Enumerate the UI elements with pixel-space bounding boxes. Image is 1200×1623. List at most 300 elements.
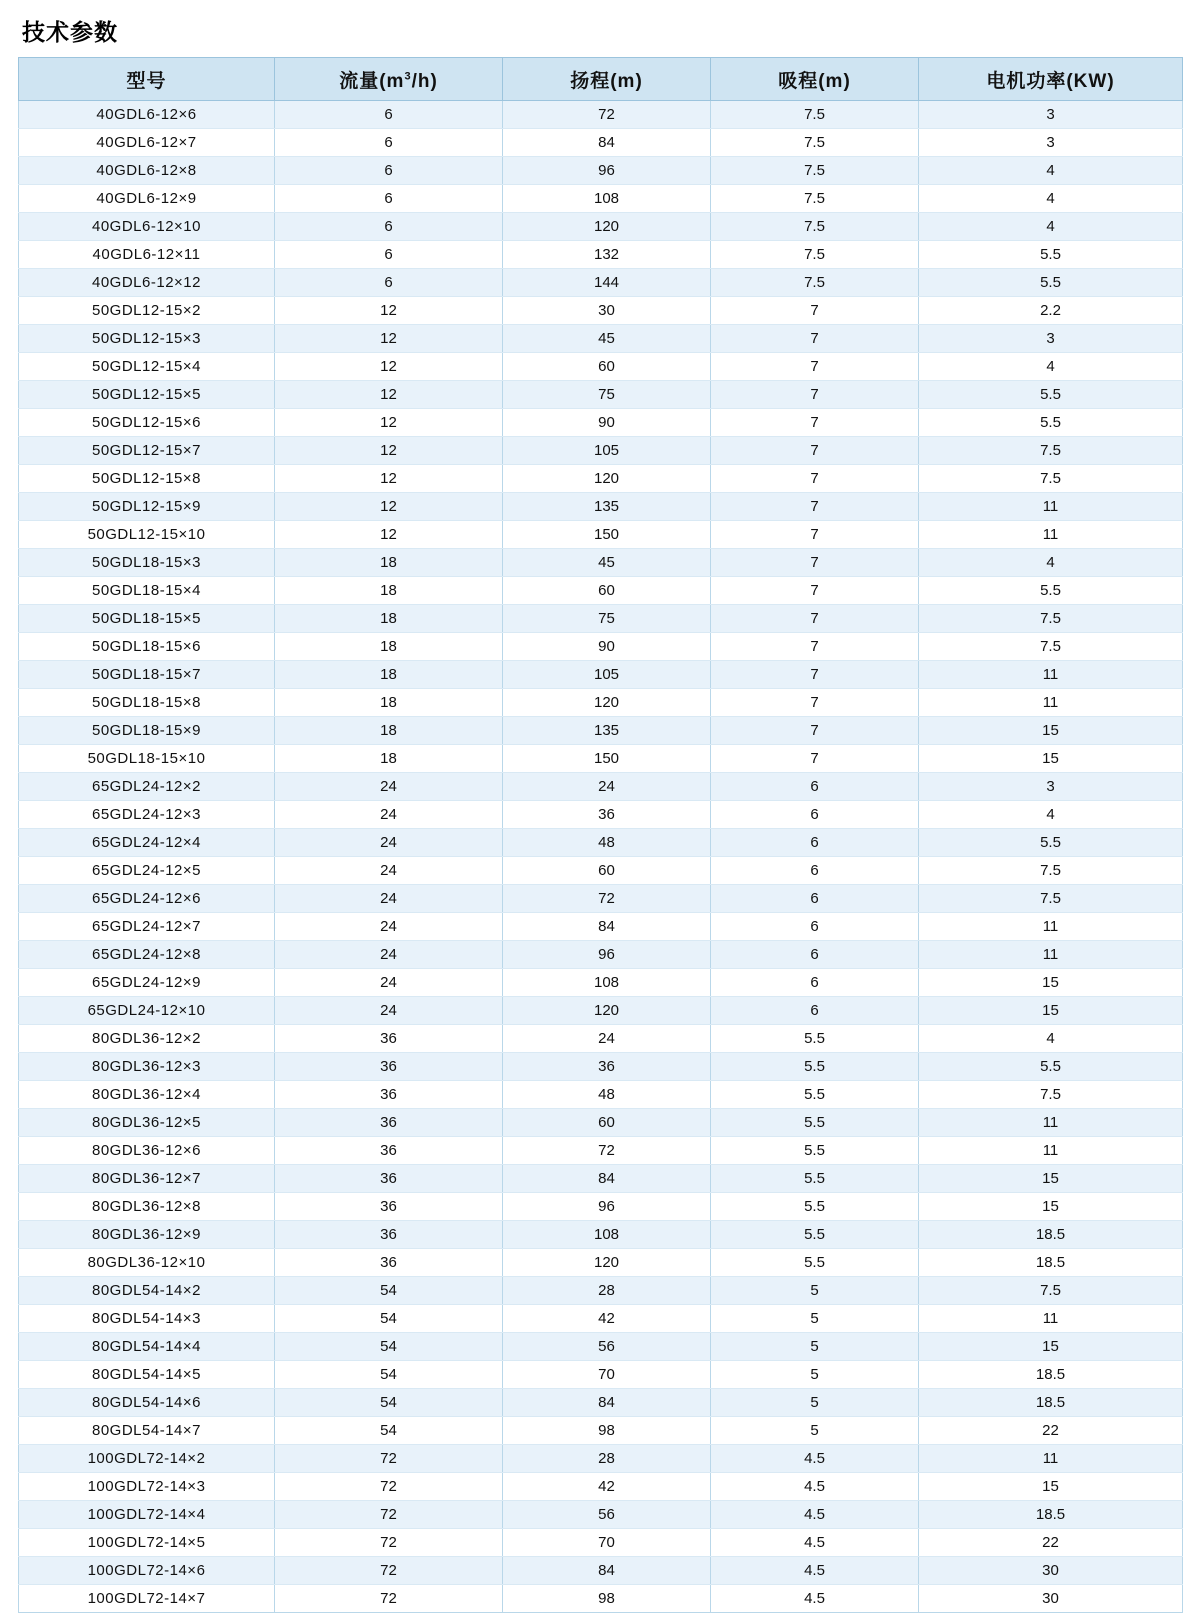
cell-suction: 6 (711, 885, 919, 913)
cell-model: 80GDL36-12×2 (19, 1025, 275, 1053)
table-body (19, 101, 1183, 1613)
cell-suction: 7 (711, 409, 919, 437)
cell-power: 30 (919, 1557, 1183, 1585)
cell-suction: 7 (711, 381, 919, 409)
cell-power: 5.5 (919, 381, 1183, 409)
cell-power: 11 (919, 493, 1183, 521)
cell-head: 96 (503, 1193, 711, 1221)
cell-suction: 5.5 (711, 1137, 919, 1165)
cell-flow: 18 (275, 717, 503, 745)
page-title: 技术参数 (22, 19, 118, 45)
cell-suction: 7 (711, 297, 919, 325)
cell-suction: 5 (711, 1277, 919, 1305)
cell-flow: 36 (275, 1053, 503, 1081)
cell-head: 144 (503, 269, 711, 297)
cell-model: 50GDL12-15×9 (19, 493, 275, 521)
cell-head: 48 (503, 829, 711, 857)
cell-power: 4 (919, 1025, 1183, 1053)
cell-flow: 12 (275, 325, 503, 353)
table-row (19, 1137, 1183, 1165)
cell-head: 120 (503, 997, 711, 1025)
table-row (19, 1249, 1183, 1277)
cell-model: 80GDL54-14×7 (19, 1417, 275, 1445)
table-row (19, 241, 1183, 269)
cell-power: 11 (919, 1305, 1183, 1333)
table-row (19, 1025, 1183, 1053)
cell-power: 4 (919, 185, 1183, 213)
cell-model: 50GDL18-15×8 (19, 689, 275, 717)
cell-head: 60 (503, 1109, 711, 1137)
cell-suction: 7 (711, 661, 919, 689)
cell-head: 108 (503, 1221, 711, 1249)
cell-flow: 24 (275, 801, 503, 829)
cell-power: 15 (919, 997, 1183, 1025)
cell-power: 7.5 (919, 1081, 1183, 1109)
table-row (19, 353, 1183, 381)
cell-suction: 5 (711, 1417, 919, 1445)
cell-model: 50GDL12-15×6 (19, 409, 275, 437)
table-header-row (19, 58, 1183, 101)
cell-head: 135 (503, 493, 711, 521)
cell-power: 15 (919, 745, 1183, 773)
cell-power: 11 (919, 1109, 1183, 1137)
cell-model: 50GDL18-15×6 (19, 633, 275, 661)
cell-head: 36 (503, 1053, 711, 1081)
cell-head: 120 (503, 213, 711, 241)
cell-power: 2.2 (919, 297, 1183, 325)
cell-head: 84 (503, 129, 711, 157)
cell-flow: 36 (275, 1137, 503, 1165)
table-row (19, 1277, 1183, 1305)
cell-power: 3 (919, 101, 1183, 129)
cell-flow: 18 (275, 689, 503, 717)
cell-flow: 36 (275, 1081, 503, 1109)
cell-suction: 5.5 (711, 1053, 919, 1081)
cell-flow: 12 (275, 297, 503, 325)
table-row (19, 829, 1183, 857)
cell-power: 11 (919, 913, 1183, 941)
table-row (19, 1165, 1183, 1193)
table-row (19, 773, 1183, 801)
cell-power: 5.5 (919, 269, 1183, 297)
cell-suction: 5.5 (711, 1081, 919, 1109)
cell-flow: 18 (275, 577, 503, 605)
cell-suction: 6 (711, 969, 919, 997)
cell-power: 7.5 (919, 465, 1183, 493)
cell-flow: 18 (275, 661, 503, 689)
cell-power: 4 (919, 353, 1183, 381)
cell-head: 56 (503, 1333, 711, 1361)
cell-flow: 36 (275, 1109, 503, 1137)
cell-power: 22 (919, 1529, 1183, 1557)
cell-flow: 18 (275, 745, 503, 773)
technical-parameters-table (18, 57, 1183, 1613)
cell-flow: 24 (275, 941, 503, 969)
cell-suction: 6 (711, 801, 919, 829)
cell-suction: 5.5 (711, 1249, 919, 1277)
cell-head: 42 (503, 1473, 711, 1501)
cell-suction: 7.5 (711, 213, 919, 241)
cell-power: 15 (919, 969, 1183, 997)
cell-suction: 6 (711, 857, 919, 885)
cell-flow: 54 (275, 1277, 503, 1305)
cell-model: 40GDL6-12×11 (19, 241, 275, 269)
cell-power: 18.5 (919, 1389, 1183, 1417)
cell-suction: 7 (711, 325, 919, 353)
cell-power: 5.5 (919, 409, 1183, 437)
cell-flow: 12 (275, 437, 503, 465)
cell-model: 80GDL54-14×4 (19, 1333, 275, 1361)
flow-label-tail: /h) (411, 70, 438, 92)
cell-head: 108 (503, 969, 711, 997)
table-row (19, 885, 1183, 913)
cell-head: 84 (503, 913, 711, 941)
cell-power: 7.5 (919, 605, 1183, 633)
table-row (19, 409, 1183, 437)
cell-power: 3 (919, 325, 1183, 353)
cell-power: 18.5 (919, 1361, 1183, 1389)
cell-model: 50GDL12-15×4 (19, 353, 275, 381)
table-row (19, 437, 1183, 465)
cell-suction: 6 (711, 773, 919, 801)
cell-model: 100GDL72-14×3 (19, 1473, 275, 1501)
cell-model: 50GDL12-15×7 (19, 437, 275, 465)
table-row (19, 1585, 1183, 1613)
cell-head: 48 (503, 1081, 711, 1109)
table-row (19, 185, 1183, 213)
cell-head: 72 (503, 1137, 711, 1165)
cell-model: 80GDL54-14×5 (19, 1361, 275, 1389)
cell-head: 72 (503, 101, 711, 129)
cell-suction: 5.5 (711, 1165, 919, 1193)
table-row (19, 1109, 1183, 1137)
cell-head: 150 (503, 745, 711, 773)
cell-flow: 24 (275, 773, 503, 801)
cell-suction: 4.5 (711, 1585, 919, 1613)
cell-power: 15 (919, 1333, 1183, 1361)
cell-flow: 24 (275, 913, 503, 941)
cell-suction: 5 (711, 1389, 919, 1417)
table-row (19, 689, 1183, 717)
cell-head: 108 (503, 185, 711, 213)
cell-suction: 7 (711, 465, 919, 493)
cell-flow: 36 (275, 1165, 503, 1193)
cell-suction: 7 (711, 605, 919, 633)
cell-suction: 7 (711, 353, 919, 381)
cell-flow: 54 (275, 1361, 503, 1389)
cell-head: 24 (503, 773, 711, 801)
cell-flow: 6 (275, 269, 503, 297)
table-row (19, 213, 1183, 241)
cell-head: 132 (503, 241, 711, 269)
cell-flow: 6 (275, 157, 503, 185)
cell-model: 80GDL36-12×3 (19, 1053, 275, 1081)
table-row (19, 745, 1183, 773)
cell-suction: 5.5 (711, 1193, 919, 1221)
table-row (19, 1361, 1183, 1389)
cell-flow: 72 (275, 1445, 503, 1473)
cell-model: 80GDL36-12×4 (19, 1081, 275, 1109)
cell-model: 65GDL24-12×6 (19, 885, 275, 913)
cell-head: 70 (503, 1529, 711, 1557)
cell-head: 120 (503, 1249, 711, 1277)
cell-flow: 18 (275, 633, 503, 661)
cell-suction: 4.5 (711, 1557, 919, 1585)
cell-power: 7.5 (919, 437, 1183, 465)
cell-flow: 36 (275, 1025, 503, 1053)
cell-suction: 4.5 (711, 1445, 919, 1473)
cell-model: 40GDL6-12×10 (19, 213, 275, 241)
table-row (19, 549, 1183, 577)
cell-power: 15 (919, 1193, 1183, 1221)
cell-power: 7.5 (919, 1277, 1183, 1305)
cell-head: 75 (503, 381, 711, 409)
cell-head: 45 (503, 549, 711, 577)
table-row (19, 1081, 1183, 1109)
cell-model: 40GDL6-12×7 (19, 129, 275, 157)
table-row (19, 1053, 1183, 1081)
cell-head: 105 (503, 661, 711, 689)
table-row (19, 1389, 1183, 1417)
cell-power: 18.5 (919, 1501, 1183, 1529)
cell-suction: 7 (711, 633, 919, 661)
cell-model: 50GDL18-15×7 (19, 661, 275, 689)
cell-model: 65GDL24-12×4 (19, 829, 275, 857)
cell-suction: 7.5 (711, 157, 919, 185)
cell-flow: 36 (275, 1249, 503, 1277)
cell-power: 15 (919, 1473, 1183, 1501)
cell-model: 80GDL36-12×8 (19, 1193, 275, 1221)
cell-model: 40GDL6-12×9 (19, 185, 275, 213)
cell-head: 98 (503, 1417, 711, 1445)
table-row (19, 129, 1183, 157)
cell-flow: 12 (275, 381, 503, 409)
cell-power: 5.5 (919, 241, 1183, 269)
table-row (19, 157, 1183, 185)
cell-head: 28 (503, 1277, 711, 1305)
cell-head: 42 (503, 1305, 711, 1333)
cell-model: 100GDL72-14×7 (19, 1585, 275, 1613)
table-row (19, 1193, 1183, 1221)
cell-power: 3 (919, 773, 1183, 801)
table-row (19, 521, 1183, 549)
cell-flow: 24 (275, 969, 503, 997)
table-row (19, 605, 1183, 633)
cell-model: 65GDL24-12×5 (19, 857, 275, 885)
cell-head: 60 (503, 353, 711, 381)
cell-flow: 54 (275, 1417, 503, 1445)
cell-head: 120 (503, 465, 711, 493)
cell-power: 15 (919, 717, 1183, 745)
table-row (19, 325, 1183, 353)
cell-flow: 12 (275, 521, 503, 549)
cell-head: 28 (503, 1445, 711, 1473)
column-header-power: 电机功率(KW) (919, 58, 1183, 101)
cell-suction: 7 (711, 577, 919, 605)
table-row (19, 913, 1183, 941)
cell-suction: 6 (711, 997, 919, 1025)
cell-model: 40GDL6-12×8 (19, 157, 275, 185)
cell-model: 80GDL36-12×6 (19, 1137, 275, 1165)
cell-flow: 36 (275, 1193, 503, 1221)
table-header (19, 58, 1183, 101)
cell-power: 5.5 (919, 577, 1183, 605)
cell-power: 3 (919, 129, 1183, 157)
table-row (19, 717, 1183, 745)
table-row (19, 297, 1183, 325)
cell-power: 11 (919, 1445, 1183, 1473)
column-header-model: 型号 (19, 58, 275, 101)
cell-suction: 7.5 (711, 241, 919, 269)
cell-flow: 12 (275, 353, 503, 381)
cell-power: 11 (919, 689, 1183, 717)
cell-head: 75 (503, 605, 711, 633)
cell-model: 50GDL18-15×9 (19, 717, 275, 745)
column-header-suction: 吸程(m) (711, 58, 919, 101)
cell-model: 100GDL72-14×5 (19, 1529, 275, 1557)
cell-flow: 18 (275, 605, 503, 633)
cell-flow: 72 (275, 1557, 503, 1585)
table-row (19, 661, 1183, 689)
cell-flow: 72 (275, 1585, 503, 1613)
cell-suction: 5 (711, 1361, 919, 1389)
cell-suction: 7 (711, 745, 919, 773)
cell-suction: 5.5 (711, 1221, 919, 1249)
cell-head: 150 (503, 521, 711, 549)
cell-model: 100GDL72-14×2 (19, 1445, 275, 1473)
cell-suction: 7.5 (711, 129, 919, 157)
cell-power: 4 (919, 801, 1183, 829)
cell-power: 11 (919, 661, 1183, 689)
table-row (19, 101, 1183, 129)
flow-label-base: 流量(m (339, 70, 405, 92)
cell-suction: 7 (711, 521, 919, 549)
cell-model: 65GDL24-12×10 (19, 997, 275, 1025)
cell-head: 105 (503, 437, 711, 465)
cell-head: 24 (503, 1025, 711, 1053)
cell-model: 65GDL24-12×2 (19, 773, 275, 801)
cell-flow: 24 (275, 997, 503, 1025)
table-row (19, 1501, 1183, 1529)
cell-model: 80GDL54-14×2 (19, 1277, 275, 1305)
cell-head: 84 (503, 1165, 711, 1193)
cell-suction: 7.5 (711, 185, 919, 213)
cell-flow: 72 (275, 1473, 503, 1501)
cell-power: 7.5 (919, 633, 1183, 661)
cell-power: 11 (919, 521, 1183, 549)
cell-head: 45 (503, 325, 711, 353)
cell-suction: 5.5 (711, 1025, 919, 1053)
cell-suction: 4.5 (711, 1529, 919, 1557)
table-row (19, 857, 1183, 885)
cell-flow: 6 (275, 241, 503, 269)
table-row (19, 1473, 1183, 1501)
cell-power: 11 (919, 941, 1183, 969)
cell-model: 50GDL18-15×3 (19, 549, 275, 577)
column-header-head: 扬程(m) (503, 58, 711, 101)
cell-model: 50GDL12-15×5 (19, 381, 275, 409)
cell-power: 7.5 (919, 857, 1183, 885)
cell-suction: 7 (711, 549, 919, 577)
cell-head: 36 (503, 801, 711, 829)
table-row (19, 969, 1183, 997)
cell-flow: 24 (275, 857, 503, 885)
cell-flow: 54 (275, 1305, 503, 1333)
cell-power: 18.5 (919, 1221, 1183, 1249)
cell-model: 40GDL6-12×6 (19, 101, 275, 129)
cell-suction: 7 (711, 689, 919, 717)
cell-head: 70 (503, 1361, 711, 1389)
cell-flow: 24 (275, 885, 503, 913)
cell-flow: 54 (275, 1333, 503, 1361)
table-row (19, 1417, 1183, 1445)
cell-head: 60 (503, 577, 711, 605)
cell-head: 90 (503, 409, 711, 437)
cell-model: 50GDL12-15×8 (19, 465, 275, 493)
cell-suction: 7 (711, 717, 919, 745)
cell-model: 80GDL36-12×5 (19, 1109, 275, 1137)
table-row (19, 577, 1183, 605)
cell-suction: 5 (711, 1305, 919, 1333)
table-row (19, 493, 1183, 521)
cell-power: 4 (919, 549, 1183, 577)
cell-power: 22 (919, 1417, 1183, 1445)
cell-model: 80GDL54-14×6 (19, 1389, 275, 1417)
cell-model: 65GDL24-12×3 (19, 801, 275, 829)
cell-model: 65GDL24-12×8 (19, 941, 275, 969)
cell-model: 50GDL12-15×10 (19, 521, 275, 549)
table-row (19, 381, 1183, 409)
cell-flow: 12 (275, 465, 503, 493)
cell-suction: 6 (711, 913, 919, 941)
table-row (19, 1529, 1183, 1557)
cell-power: 18.5 (919, 1249, 1183, 1277)
cell-model: 50GDL18-15×4 (19, 577, 275, 605)
cell-model: 100GDL72-14×6 (19, 1557, 275, 1585)
cell-suction: 5.5 (711, 1109, 919, 1137)
column-header-flow (275, 58, 503, 101)
cell-flow: 18 (275, 549, 503, 577)
cell-model: 80GDL54-14×3 (19, 1305, 275, 1333)
cell-power: 5.5 (919, 829, 1183, 857)
table-row (19, 1333, 1183, 1361)
cell-suction: 7 (711, 437, 919, 465)
cell-flow: 12 (275, 409, 503, 437)
cell-head: 84 (503, 1557, 711, 1585)
table-row (19, 1557, 1183, 1585)
cell-model: 40GDL6-12×12 (19, 269, 275, 297)
cell-head: 84 (503, 1389, 711, 1417)
cell-flow: 6 (275, 185, 503, 213)
cell-head: 96 (503, 941, 711, 969)
table-row (19, 465, 1183, 493)
cell-head: 90 (503, 633, 711, 661)
cell-suction: 4.5 (711, 1473, 919, 1501)
cell-flow: 36 (275, 1221, 503, 1249)
table-row (19, 269, 1183, 297)
cell-head: 135 (503, 717, 711, 745)
cell-flow: 6 (275, 213, 503, 241)
table-row (19, 997, 1183, 1025)
cell-head: 72 (503, 885, 711, 913)
cell-model: 65GDL24-12×9 (19, 969, 275, 997)
table-row (19, 1445, 1183, 1473)
cell-model: 80GDL36-12×7 (19, 1165, 275, 1193)
cell-suction: 7.5 (711, 101, 919, 129)
cell-suction: 6 (711, 829, 919, 857)
cell-model: 50GDL12-15×2 (19, 297, 275, 325)
cell-suction: 4.5 (711, 1501, 919, 1529)
